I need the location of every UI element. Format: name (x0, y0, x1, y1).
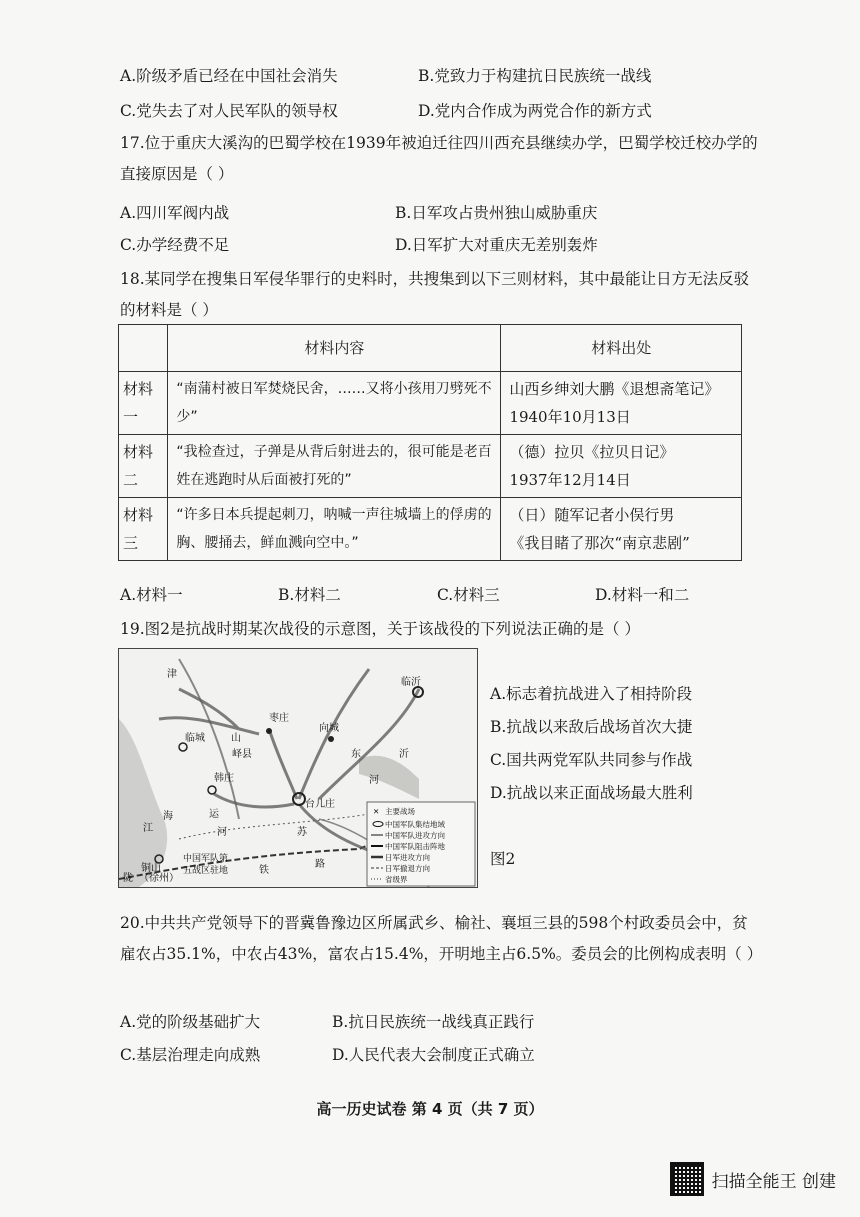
q19-option-d: D.抗战以来正面战场最大胜利 (490, 784, 693, 802)
table-row (119, 435, 742, 498)
legend-item: 中国军队进攻方向 (385, 831, 445, 840)
place-linyi: 临沂 (401, 677, 421, 688)
q20-option-a: A.党的阶级基础扩大 (120, 1013, 261, 1031)
place-tongshan: 铜山 (141, 863, 161, 874)
place-xuzhou: （徐州） (139, 873, 179, 884)
q19-option-c: C.国共两党军队共同参与作战 (490, 751, 693, 769)
row-source (501, 435, 742, 498)
q17-stem: 17.位于重庆大溪沟的巴蜀学校在1939年被迫迁往四川西充县继续办学，巴蜀学校迁校办学的直接原因是（ ） (120, 134, 758, 183)
q18-option-d: D.材料一和二 (595, 586, 690, 604)
region-char: 津 (167, 669, 177, 680)
region-char: 沂 (399, 749, 409, 760)
row-source (501, 498, 742, 561)
q16-option-c: C.党失去了对人民军队的领导权 (120, 102, 338, 120)
legend-item: 日军撤退方向 (385, 864, 430, 873)
qr-code-icon (670, 1162, 704, 1196)
region-char: 路 (315, 859, 325, 870)
map-mid-label: 中国军队第 (183, 854, 229, 864)
region-char: 陇 (123, 873, 133, 884)
region-char: 河 (217, 827, 227, 838)
q18-option-b: B.材料二 (278, 586, 341, 604)
q18-option-c: C.材料三 (437, 586, 500, 604)
q20-option-d: D.人民代表大会制度正式确立 (332, 1046, 535, 1064)
q20-stem: 20.中共共产党领导下的晋冀鲁豫边区所属武乡、榆社、襄垣三县的598个村政委员会中，贫雇农占35.1%，中农占43%，富农占15.4%，开明地主占6.5%。委员会的比例构成表明（ ） (120, 914, 763, 963)
row-label: 材料三 (119, 498, 168, 561)
map-mid-label: 五战区驻地 (183, 866, 229, 876)
figure-label: 图2 (490, 850, 516, 868)
legend-item: 日军进攻方向 (385, 853, 430, 862)
material-table (118, 324, 742, 561)
table-header-content: 材料内容 (168, 325, 501, 372)
scanner-watermark (670, 1162, 836, 1196)
q17-option-a: A.四川军阀内战 (120, 204, 230, 222)
row-source (501, 372, 742, 435)
region-char: 江 (143, 823, 153, 834)
table-header-source: 材料出处 (501, 325, 742, 372)
region-char: 运 (209, 809, 219, 820)
q18-option-a: A.材料一 (120, 586, 183, 604)
row-content: “我检查过，子弹是从背后射进去的，很可能是老百姓在逃跑时从后面被打死的” (168, 435, 501, 498)
source-date: 《我目睹了那次“南京悲剧” (509, 534, 690, 552)
battle-map-svg (119, 649, 477, 887)
source-author: 山西乡绅刘大鹏《退想斋笔记》 (509, 380, 720, 398)
scanner-label: 扫描全能王 创建 (711, 1171, 836, 1192)
source-author: （日）随军记者小俣行男 (509, 506, 675, 524)
row-content: “南蒲村被日军焚烧民舍，……又将小孩用刀劈死不少” (168, 372, 501, 435)
q17-option-d: D.日军扩大对重庆无差别轰炸 (395, 236, 598, 254)
legend-item: 中国军队阻击阵地 (385, 842, 445, 851)
place-xiangcheng: 向城 (319, 723, 339, 734)
page-footer: 高一历史试卷 第 4 页（共 7 页） (316, 1100, 544, 1118)
legend-item: 省级界 (385, 875, 408, 884)
place-lincheng: 临城 (185, 733, 205, 744)
table-row (119, 372, 742, 435)
svg-text:✕: ✕ (373, 807, 380, 816)
q19-option-b: B.抗战以来敌后战场首次大捷 (490, 718, 693, 736)
q18-stem: 18.某同学在搜集日军侵华罪行的史料时，共搜集到以下三则材料，其中最能让日方无法反驳的材料是（ ） (120, 270, 750, 319)
q16-option-a: A.阶级矛盾已经在中国社会消失 (120, 67, 338, 85)
q19-option-a: A.标志着抗战进入了相持阶段 (490, 685, 693, 703)
battle-map (118, 648, 478, 888)
table-header-row (119, 325, 742, 372)
place-hanzhuang: 韩庄 (214, 773, 234, 784)
q20-option-b: B.抗日民族统一战线真正践行 (332, 1013, 535, 1031)
place-yixian: 峄县 (232, 749, 252, 760)
q17-option-b: B.日军攻占贵州独山威胁重庆 (395, 204, 598, 222)
map-legend (367, 802, 475, 886)
region-char: 河 (369, 775, 379, 786)
q17-option-c: C.办学经费不足 (120, 236, 230, 254)
source-author: （德）拉贝《拉贝日记》 (509, 443, 675, 461)
place-zaozhuang: 枣庄 (269, 713, 289, 724)
table-row (119, 498, 742, 561)
q16-option-d: D.党内合作成为两党合作的新方式 (418, 102, 652, 120)
table-header-empty (119, 325, 168, 372)
source-date: 1937年12月14日 (509, 471, 631, 489)
region-char: 铁 (259, 865, 269, 876)
legend-item: 中国军队集结地域 (385, 820, 445, 829)
row-label: 材料二 (119, 435, 168, 498)
region-char: 山 (231, 733, 241, 744)
region-char: 苏 (297, 827, 307, 838)
region-char: 海 (163, 811, 173, 822)
q16-option-b: B.党致力于构建抗日民族统一战线 (418, 67, 652, 85)
region-char: 东 (351, 749, 361, 760)
q19-stem: 19.图2是抗战时期某次战役的示意图，关于该战役的下列说法正确的是（ ） (120, 620, 640, 638)
row-content: “许多日本兵提起刺刀，呐喊一声往城墙上的俘虏的胸、腰捅去，鲜血溅向空中。” (168, 498, 501, 561)
q20-option-c: C.基层治理走向成熟 (120, 1046, 261, 1064)
row-label: 材料一 (119, 372, 168, 435)
source-date: 1940年10月13日 (509, 408, 631, 426)
legend-item: 主要战场 (385, 807, 415, 816)
place-taierzhuang: 台儿庄 (305, 799, 335, 810)
